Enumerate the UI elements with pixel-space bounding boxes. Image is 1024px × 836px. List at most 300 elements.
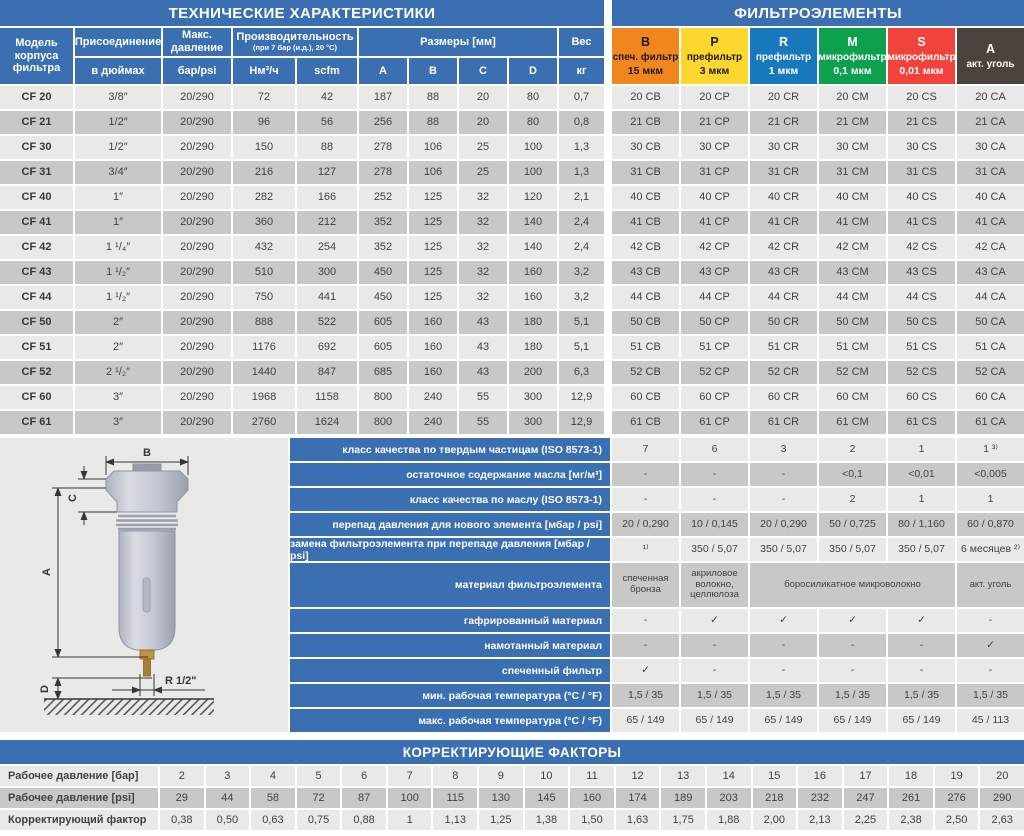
element-code-cell: 61 CP <box>681 411 748 434</box>
element-code-cell: 40 CS <box>888 186 955 209</box>
table-cell: 160 <box>509 261 557 284</box>
spec-value-cell: 80 / 1,160 <box>888 513 955 536</box>
model-cell: CF 50 <box>0 311 73 334</box>
col-subheader-kg: кг <box>559 58 604 84</box>
correction-value-cell: 174 <box>616 788 660 808</box>
element-code-cell: 20 CA <box>957 86 1024 109</box>
table-cell: 180 <box>509 311 557 334</box>
table-cell: 32 <box>459 186 507 209</box>
element-code-cell: 52 CP <box>681 361 748 384</box>
element-code-cell: 31 CM <box>819 161 886 184</box>
spec-value-cell: 65 / 149 <box>681 709 748 732</box>
correction-value-cell: 20 <box>980 766 1024 786</box>
element-code-cell: 44 CR <box>750 286 817 309</box>
element-code-cell: 51 CB <box>612 336 679 359</box>
correction-row-label: Рабочее давление [psi] <box>0 788 158 808</box>
element-code-cell: 20 CM <box>819 86 886 109</box>
element-code-cell: 21 CM <box>819 111 886 134</box>
table-cell: 106 <box>409 161 457 184</box>
spec-value-cell: 65 / 149 <box>888 709 955 732</box>
element-code-cell: 30 CA <box>957 136 1024 159</box>
table-cell: 1968 <box>233 386 295 409</box>
correction-value-cell: 8 <box>433 766 477 786</box>
table-cell: 20/290 <box>163 336 231 359</box>
correction-value-cell: 0,63 <box>251 810 295 830</box>
filter-column-header-m <box>819 28 886 84</box>
element-code-cell: 52 CA <box>957 361 1024 384</box>
spec-value-cell: - <box>681 463 748 486</box>
table-cell: 300 <box>509 411 557 434</box>
table-cell: 125 <box>409 211 457 234</box>
tech-banner: ТЕХНИЧЕСКИЕ ХАРАКТЕРИСТИКИ <box>0 0 604 26</box>
correction-value-cell: 2,63 <box>980 810 1024 830</box>
table-cell: 88 <box>297 136 357 159</box>
spec-value-cell: - <box>888 659 955 682</box>
spec-value-cell: ✓ <box>681 609 748 632</box>
table-cell: 125 <box>409 186 457 209</box>
model-cell: CF 43 <box>0 261 73 284</box>
table-cell: 450 <box>359 286 407 309</box>
correction-value-cell: 1,13 <box>433 810 477 830</box>
spec-value-cell: 65 / 149 <box>612 709 679 732</box>
element-code-cell: 52 CM <box>819 361 886 384</box>
spec-row-label: гафрированный материал <box>290 609 610 632</box>
correction-row-label: Рабочее давление [бар] <box>0 766 158 786</box>
table-cell: 352 <box>359 236 407 259</box>
element-code-cell: 41 CS <box>888 211 955 234</box>
model-cell: CF 44 <box>0 286 73 309</box>
filter-column-header-r <box>750 28 817 84</box>
table-cell: 140 <box>509 236 557 259</box>
element-code-cell: 41 CB <box>612 211 679 234</box>
table-cell: 300 <box>297 261 357 284</box>
filter-column-name: префильтр <box>686 51 743 63</box>
spec-value-cell: <0,005 <box>957 463 1024 486</box>
correction-value-cell: 16 <box>798 766 842 786</box>
correction-value-cell: 9 <box>479 766 523 786</box>
table-cell: 2″ <box>75 311 161 334</box>
spec-value-cell: <0,01 <box>888 463 955 486</box>
spec-value-cell: 1,5 / 35 <box>888 684 955 707</box>
spec-value-cell: 3 <box>750 438 817 461</box>
correction-value-cell: 203 <box>707 788 751 808</box>
correction-value-cell: 1 <box>388 810 432 830</box>
table-cell: 43 <box>459 336 507 359</box>
spec-value-cell: 1,5 / 35 <box>819 684 886 707</box>
table-cell: 20/290 <box>163 186 231 209</box>
table-cell: 5,1 <box>559 311 604 334</box>
col-subheader-barpsi: бар/psi <box>163 58 231 84</box>
element-code-cell: 30 CR <box>750 136 817 159</box>
table-cell: 20 <box>459 111 507 134</box>
dim-label-b: B <box>143 447 151 459</box>
table-cell: 150 <box>233 136 295 159</box>
correction-value-cell: 15 <box>753 766 797 786</box>
table-cell: 12,9 <box>559 386 604 409</box>
correction-value-cell: 0,88 <box>342 810 386 830</box>
model-cell: CF 20 <box>0 86 73 109</box>
correction-value-cell: 115 <box>433 788 477 808</box>
spec-row-label: класс качества по твердым частицам (ISO 8573-1) <box>290 438 610 461</box>
table-cell: 6,3 <box>559 361 604 384</box>
element-code-cell: 50 CP <box>681 311 748 334</box>
spec-row-label: спеченный фильтр <box>290 659 610 682</box>
table-cell: 20/290 <box>163 386 231 409</box>
correction-value-cell: 160 <box>570 788 614 808</box>
table-cell: 685 <box>359 361 407 384</box>
table-cell: 3/8″ <box>75 86 161 109</box>
spec-value-cell: 1 <box>888 488 955 511</box>
spec-value-cell: - <box>681 659 748 682</box>
filter-elements-banner: ФИЛЬТРОЭЛЕМЕНТЫ <box>612 0 1024 26</box>
spec-value-cell: 350 / 5,07 <box>750 538 817 561</box>
filter-column-name: префильтр <box>755 51 812 63</box>
table-cell: 43 <box>459 361 507 384</box>
table-cell: 20/290 <box>163 161 231 184</box>
spec-value-cell: 2 <box>819 488 886 511</box>
element-code-cell: 40 CP <box>681 186 748 209</box>
table-cell: 96 <box>233 111 295 134</box>
correction-value-cell: 130 <box>479 788 523 808</box>
element-code-cell: 60 CR <box>750 386 817 409</box>
table-cell: 1,3 <box>559 136 604 159</box>
spec-value-cell: 350 / 5,07 <box>681 538 748 561</box>
element-code-cell: 50 CM <box>819 311 886 334</box>
filter-column-letter: P <box>710 34 719 49</box>
table-cell: 166 <box>297 186 357 209</box>
spec-value-cell: - <box>819 634 886 657</box>
table-cell: 125 <box>409 236 457 259</box>
spec-value-cell: 20 / 0,290 <box>750 513 817 536</box>
element-code-cell: 31 CA <box>957 161 1024 184</box>
element-code-cell: 31 CS <box>888 161 955 184</box>
element-code-cell: 30 CB <box>612 136 679 159</box>
table-cell: 360 <box>233 211 295 234</box>
table-cell: 120 <box>509 186 557 209</box>
element-code-cell: 30 CP <box>681 136 748 159</box>
table-cell: 216 <box>233 161 295 184</box>
filter-column-micron: 0,01 мкм <box>899 65 944 78</box>
col-subheader-dim-c: C <box>459 58 507 84</box>
element-code-cell: 21 CB <box>612 111 679 134</box>
table-cell: 32 <box>459 236 507 259</box>
col-header-weight: Вес <box>559 28 604 56</box>
table-cell: 20 <box>459 86 507 109</box>
spec-row-label: макс. рабочая температура (°C / °F) <box>290 709 610 732</box>
table-cell: 56 <box>297 111 357 134</box>
table-cell: 200 <box>509 361 557 384</box>
element-code-cell: 20 CB <box>612 86 679 109</box>
spec-value-cell: 1,5 / 35 <box>957 684 1024 707</box>
filter-column-name: акт. уголь <box>966 58 1015 70</box>
element-code-cell: 42 CM <box>819 236 886 259</box>
correction-value-cell: 218 <box>753 788 797 808</box>
element-code-cell: 61 CB <box>612 411 679 434</box>
table-cell: 140 <box>509 211 557 234</box>
table-cell: 42 <box>297 86 357 109</box>
element-code-cell: 61 CA <box>957 411 1024 434</box>
table-cell: 20/290 <box>163 136 231 159</box>
col-header-pressure: Макс. давление <box>163 28 231 56</box>
element-code-cell: 30 CM <box>819 136 886 159</box>
correction-value-cell: 3 <box>206 766 250 786</box>
spec-row-label: мин. рабочая температура (°C / °F) <box>290 684 610 707</box>
table-cell: 106 <box>409 136 457 159</box>
model-cell: CF 40 <box>0 186 73 209</box>
correction-value-cell: 1,75 <box>661 810 705 830</box>
spec-row-label: замена фильтроэлемента при перепаде давления [мбар / psi] <box>290 538 610 561</box>
spec-value-cell: ✓ <box>957 634 1024 657</box>
table-cell: 20/290 <box>163 211 231 234</box>
filter-column-name: микрофильтр <box>818 51 887 63</box>
table-cell: 1/2″ <box>75 111 161 134</box>
correction-value-cell: 0,38 <box>160 810 204 830</box>
table-cell: 256 <box>359 111 407 134</box>
spec-value-cell: 50 / 0,725 <box>819 513 886 536</box>
table-cell: 187 <box>359 86 407 109</box>
table-cell: 25 <box>459 136 507 159</box>
dim-label-a: A <box>41 568 53 576</box>
table-cell: 240 <box>409 411 457 434</box>
col-header-capacity <box>233 28 357 56</box>
table-cell: 605 <box>359 336 407 359</box>
table-cell: 605 <box>359 311 407 334</box>
element-code-cell: 50 CB <box>612 311 679 334</box>
element-code-cell: 43 CP <box>681 261 748 284</box>
spec-value-cell: - <box>750 659 817 682</box>
correction-table <box>0 766 1024 830</box>
spec-value-cell: - <box>750 488 817 511</box>
table-cell: 72 <box>233 86 295 109</box>
table-cell: 25 <box>459 161 507 184</box>
filter-column-letter: R <box>778 34 789 49</box>
filter-column-micron: 3 мкм <box>699 65 730 78</box>
element-code-cell: 40 CR <box>750 186 817 209</box>
table-cell: 3,2 <box>559 261 604 284</box>
filter-column-header-a <box>957 28 1024 84</box>
spec-value-cell: - <box>957 609 1024 632</box>
table-cell: 43 <box>459 311 507 334</box>
spec-value-cell: ✓ <box>819 609 886 632</box>
element-code-cell: 51 CA <box>957 336 1024 359</box>
correction-value-cell: 261 <box>889 788 933 808</box>
table-cell: 278 <box>359 136 407 159</box>
col-subheader-dim-d: D <box>509 58 557 84</box>
table-cell: 300 <box>509 386 557 409</box>
correction-value-cell: 2,00 <box>753 810 797 830</box>
spec-value-cell: 6 <box>681 438 748 461</box>
element-code-cell: 40 CB <box>612 186 679 209</box>
table-cell: 240 <box>409 386 457 409</box>
table-cell: 1″ <box>75 186 161 209</box>
table-cell: 2,4 <box>559 211 604 234</box>
filter-housing-drawing <box>0 438 288 732</box>
spec-material-cell: спеченная бронза <box>612 563 679 607</box>
element-code-cell: 42 CS <box>888 236 955 259</box>
spec-value-cell: 60 / 0,870 <box>957 513 1024 536</box>
table-cell: 88 <box>409 86 457 109</box>
table-cell: 800 <box>359 411 407 434</box>
table-cell: 1 ¹/₄″ <box>75 236 161 259</box>
correction-value-cell: 19 <box>935 766 979 786</box>
element-code-cell: 42 CA <box>957 236 1024 259</box>
spec-value-cell: 1 <box>957 488 1024 511</box>
table-cell: 522 <box>297 311 357 334</box>
spec-value-cell: ✓ <box>888 609 955 632</box>
table-cell: 3,2 <box>559 286 604 309</box>
table-cell: 55 <box>459 411 507 434</box>
spec-row-label: намотанный материал <box>290 634 610 657</box>
table-cell: 100 <box>509 136 557 159</box>
correction-value-cell: 13 <box>661 766 705 786</box>
table-cell: 20/290 <box>163 111 231 134</box>
filter-diagram <box>0 438 288 732</box>
col-subheader-dim-b: B <box>409 58 457 84</box>
table-cell: 55 <box>459 386 507 409</box>
correction-value-cell: 247 <box>844 788 888 808</box>
element-code-cell: 51 CR <box>750 336 817 359</box>
spec-value-cell: - <box>681 488 748 511</box>
drain-label: R 1/2" <box>165 675 197 687</box>
spec-row-label: остаточное содержание масла [мг/м³] <box>290 463 610 486</box>
spec-row-label: материал фильтроэлемента <box>290 563 610 607</box>
element-code-cell: 51 CM <box>819 336 886 359</box>
filter-column-micron: 1 мкм <box>768 65 799 78</box>
filter-column-letter: M <box>847 34 858 49</box>
spec-value-cell: 6 месяцев ²⁾ <box>957 538 1024 561</box>
dim-label-c: C <box>67 494 79 502</box>
table-cell: 2,1 <box>559 186 604 209</box>
spec-table <box>290 438 1024 732</box>
element-code-cell: 43 CR <box>750 261 817 284</box>
spec-value-cell: - <box>612 609 679 632</box>
correction-value-cell: 44 <box>206 788 250 808</box>
table-cell: 432 <box>233 236 295 259</box>
element-code-cell: 44 CS <box>888 286 955 309</box>
element-code-cell: 44 CM <box>819 286 886 309</box>
filter-column-header-s <box>888 28 955 84</box>
element-code-cell: 51 CS <box>888 336 955 359</box>
model-cell: CF 61 <box>0 411 73 434</box>
capacity-note: (при 7 бар (и.д.), 20 °C) <box>252 43 338 52</box>
dim-label-d: D <box>39 685 51 693</box>
spec-value-cell: 20 / 0,290 <box>612 513 679 536</box>
table-cell: 1 ¹/₂″ <box>75 261 161 284</box>
table-cell: 252 <box>359 186 407 209</box>
table-cell: 0,8 <box>559 111 604 134</box>
col-subheader-scfm: scfm <box>297 58 357 84</box>
spec-value-cell: 65 / 149 <box>750 709 817 732</box>
correction-value-cell: 7 <box>388 766 432 786</box>
element-code-cell: 60 CS <box>888 386 955 409</box>
correction-value-cell: 1,88 <box>707 810 751 830</box>
table-cell: 2,4 <box>559 236 604 259</box>
spec-value-cell: 65 / 149 <box>819 709 886 732</box>
correction-value-cell: 2 <box>160 766 204 786</box>
table-cell: 32 <box>459 211 507 234</box>
spec-value-cell: - <box>681 634 748 657</box>
spec-row-label: перепад давления для нового элемента [мбар / psi] <box>290 513 610 536</box>
col-subheader-dim-a: A <box>359 58 407 84</box>
filter-column-micron: 0,1 мкм <box>833 65 872 78</box>
model-cell: CF 31 <box>0 161 73 184</box>
element-code-cell: 20 CR <box>750 86 817 109</box>
table-cell: 441 <box>297 286 357 309</box>
filter-column-name: микрофильтр <box>887 51 956 63</box>
table-cell: 1176 <box>233 336 295 359</box>
correction-value-cell: 232 <box>798 788 842 808</box>
table-cell: 352 <box>359 211 407 234</box>
element-code-cell: 44 CP <box>681 286 748 309</box>
table-cell: 100 <box>509 161 557 184</box>
correction-value-cell: 189 <box>661 788 705 808</box>
element-code-cell: 50 CR <box>750 311 817 334</box>
element-code-cell: 43 CM <box>819 261 886 284</box>
element-code-cell: 61 CM <box>819 411 886 434</box>
element-code-cell: 41 CP <box>681 211 748 234</box>
model-cell: CF 51 <box>0 336 73 359</box>
correction-value-cell: 2,50 <box>935 810 979 830</box>
table-cell: 1/2″ <box>75 136 161 159</box>
table-cell: 20/290 <box>163 411 231 434</box>
table-cell: 88 <box>409 111 457 134</box>
table-cell: 0,7 <box>559 86 604 109</box>
table-cell: 3″ <box>75 386 161 409</box>
correction-value-cell: 12 <box>616 766 660 786</box>
element-code-cell: 21 CR <box>750 111 817 134</box>
table-cell: 5,1 <box>559 336 604 359</box>
table-cell: 160 <box>509 286 557 309</box>
spec-value-cell: 7 <box>612 438 679 461</box>
table-cell: 212 <box>297 211 357 234</box>
spec-value-cell: - <box>612 463 679 486</box>
spec-value-cell: ¹⁾ <box>612 538 679 561</box>
table-cell: 847 <box>297 361 357 384</box>
correction-value-cell: 29 <box>160 788 204 808</box>
table-cell: 2 ¹/₂″ <box>75 361 161 384</box>
table-cell: 278 <box>359 161 407 184</box>
table-cell: 180 <box>509 336 557 359</box>
table-cell: 450 <box>359 261 407 284</box>
spec-value-cell: ✓ <box>612 659 679 682</box>
element-code-cell: 20 CS <box>888 86 955 109</box>
correction-value-cell: 2,25 <box>844 810 888 830</box>
spec-value-cell: - <box>612 488 679 511</box>
spec-value-cell: ✓ <box>750 609 817 632</box>
correction-value-cell: 1,25 <box>479 810 523 830</box>
correction-value-cell: 100 <box>388 788 432 808</box>
table-cell: 20/290 <box>163 86 231 109</box>
correction-banner: КОРРЕКТИРУЮЩИЕ ФАКТОРЫ <box>0 740 1024 764</box>
model-cell: CF 30 <box>0 136 73 159</box>
element-code-cell: 21 CA <box>957 111 1024 134</box>
correction-value-cell: 1,50 <box>570 810 614 830</box>
element-code-cell: 50 CA <box>957 311 1024 334</box>
element-code-cell: 30 CS <box>888 136 955 159</box>
spec-value-cell: - <box>957 659 1024 682</box>
col-header-model: Модель корпуса фильтра <box>0 28 73 84</box>
table-cell: 80 <box>509 111 557 134</box>
correction-value-cell: 4 <box>251 766 295 786</box>
correction-value-cell: 10 <box>525 766 569 786</box>
spec-value-cell: 45 / 113 <box>957 709 1024 732</box>
spec-material-cell: боросиликатное микроволокно <box>750 563 955 607</box>
element-code-cell: 21 CS <box>888 111 955 134</box>
spec-value-cell: 10 / 0,145 <box>681 513 748 536</box>
table-cell: 510 <box>233 261 295 284</box>
table-cell: 20/290 <box>163 361 231 384</box>
filter-column-letter: S <box>917 34 926 49</box>
